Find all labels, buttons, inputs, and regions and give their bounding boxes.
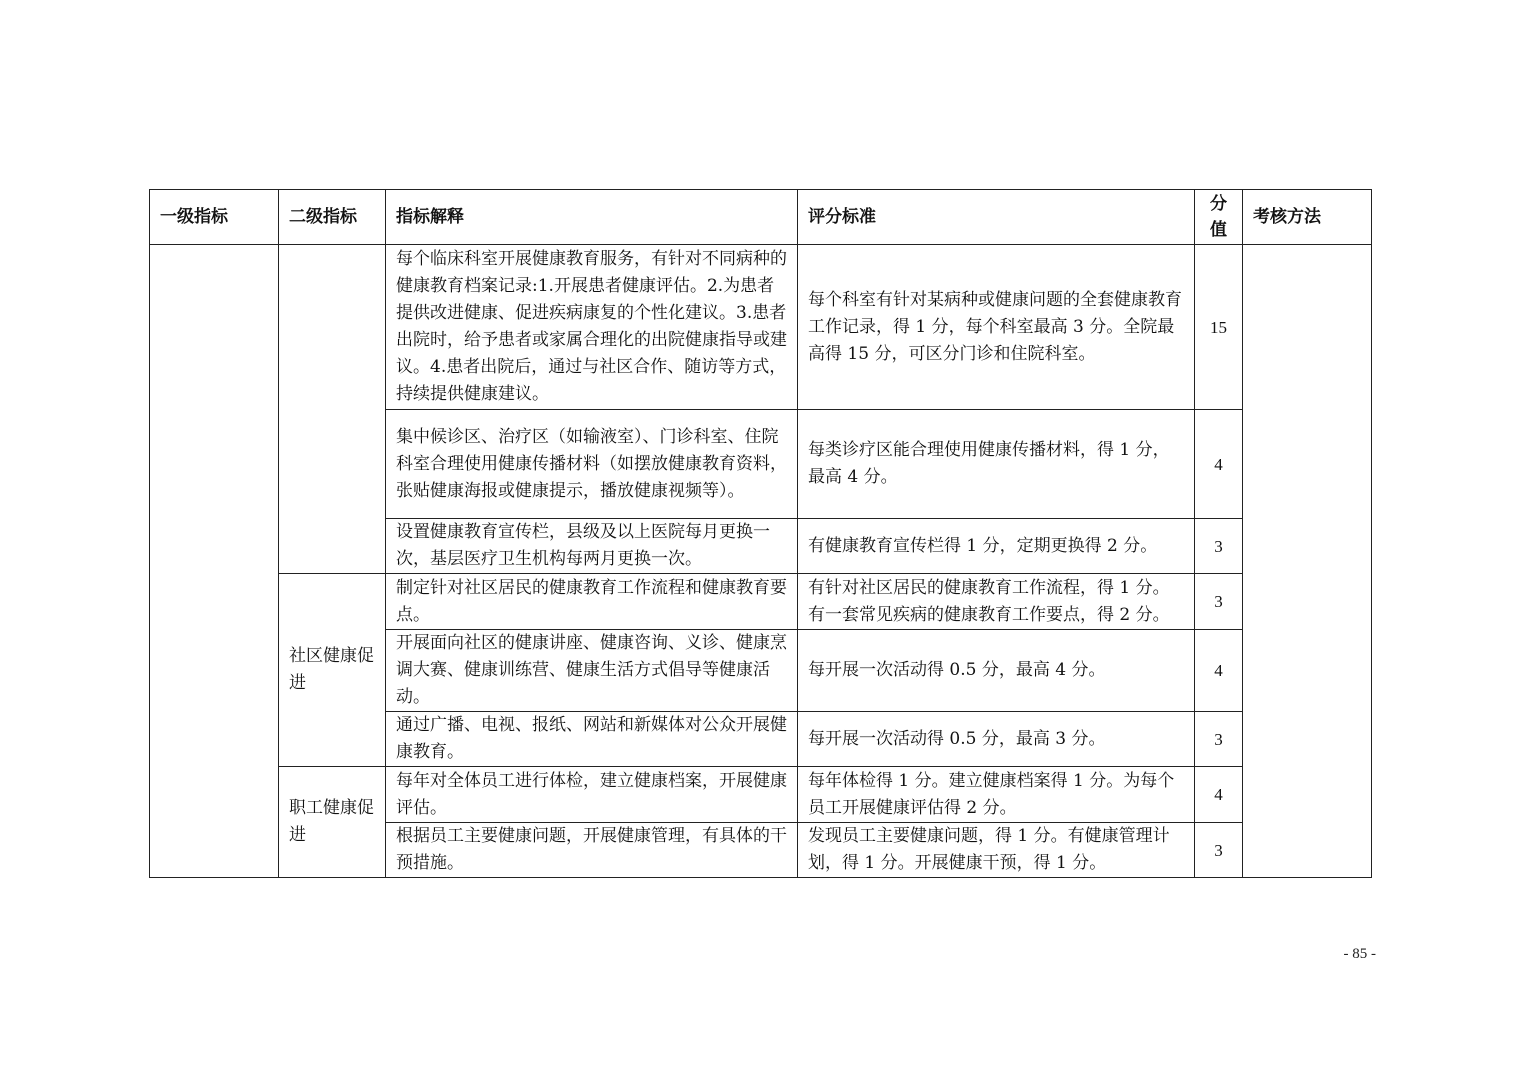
explanation-cell: 根据员工主要健康问题，开展健康管理，有具体的干预措施。 — [386, 823, 798, 878]
score-cell: 4 — [1195, 410, 1243, 519]
table-row — [150, 574, 1372, 630]
score-cell: 3 — [1195, 712, 1243, 767]
score-cell: 15 — [1195, 245, 1243, 410]
criteria-cell: 有针对社区居民的健康教育工作流程，得 1 分。有一套常见疾病的健康教育工作要点，得 2 分。 — [798, 574, 1195, 630]
level2-indicator-cell — [279, 245, 386, 574]
table-row — [150, 767, 1372, 823]
criteria-cell: 发现员工主要健康问题，得 1 分。有健康管理计划，得 1 分。开展健康干预，得 1 分。 — [798, 823, 1195, 878]
level2-community-health-promotion: 社区健康促进 — [279, 574, 386, 767]
criteria-cell: 每个科室有针对某病种或健康问题的全套健康教育工作记录，得 1 分，每个科室最高 3 分。全院最高得 15 分，可区分门诊和住院科室。 — [798, 245, 1195, 410]
score-cell: 3 — [1195, 823, 1243, 878]
header-level2-indicator: 二级指标 — [279, 190, 386, 245]
explanation-cell: 开展面向社区的健康讲座、健康咨询、义诊、健康烹调大赛、健康训练营、健康生活方式倡导等健康活动。 — [386, 630, 798, 712]
criteria-cell: 有健康教育宣传栏得 1 分，定期更换得 2 分。 — [798, 519, 1195, 574]
explanation-cell: 设置健康教育宣传栏，县级及以上医院每月更换一次，基层医疗卫生机构每两月更换一次。 — [386, 519, 798, 574]
criteria-cell: 每年体检得 1 分。建立健康档案得 1 分。为每个员工开展健康评估得 2 分。 — [798, 767, 1195, 823]
score-cell: 4 — [1195, 630, 1243, 712]
header-assessment-method: 考核方法 — [1243, 190, 1372, 245]
table-header-row — [150, 190, 1372, 245]
header-indicator-explanation: 指标解释 — [386, 190, 798, 245]
level1-indicator-cell — [150, 245, 279, 878]
header-score-char1: 分 — [1210, 194, 1227, 214]
explanation-cell: 每个临床科室开展健康教育服务，有针对不同病种的健康教育档案记录:1.开展患者健康评估。2.为患者提供改进健康、促进疾病康复的个性化建议。3.患者出院时，给予患者或家属合理化的出院健康指导或建议。4.患者出院后，通过与社区合作、随访等方式，持续提供健康建议。 — [386, 245, 798, 410]
criteria-cell: 每开展一次活动得 0.5 分，最高 4 分。 — [798, 630, 1195, 712]
score-cell: 3 — [1195, 574, 1243, 630]
explanation-cell: 通过广播、电视、报纸、网站和新媒体对公众开展健康教育。 — [386, 712, 798, 767]
header-score-char2: 值 — [1210, 220, 1227, 240]
explanation-cell: 每年对全体员工进行体检，建立健康档案，开展健康评估。 — [386, 767, 798, 823]
score-cell: 4 — [1195, 767, 1243, 823]
level2-staff-health-promotion: 职工健康促进 — [279, 767, 386, 878]
page-number: - 85 - — [1343, 946, 1376, 962]
header-score — [1195, 190, 1243, 245]
assessment-method-cell — [1243, 245, 1372, 878]
evaluation-table — [149, 189, 1372, 878]
header-scoring-criteria: 评分标准 — [798, 190, 1195, 245]
header-level1-indicator: 一级指标 — [150, 190, 279, 245]
table-row — [150, 245, 1372, 410]
explanation-cell: 集中候诊区、治疗区（如输液室）、门诊科室、住院科室合理使用健康传播材料（如摆放健康教育资料，张贴健康海报或健康提示，播放健康视频等）。 — [386, 410, 798, 519]
criteria-cell: 每类诊疗区能合理使用健康传播材料，得 1 分，最高 4 分。 — [798, 410, 1195, 519]
explanation-cell: 制定针对社区居民的健康教育工作流程和健康教育要点。 — [386, 574, 798, 630]
score-cell: 3 — [1195, 519, 1243, 574]
criteria-cell: 每开展一次活动得 0.5 分，最高 3 分。 — [798, 712, 1195, 767]
